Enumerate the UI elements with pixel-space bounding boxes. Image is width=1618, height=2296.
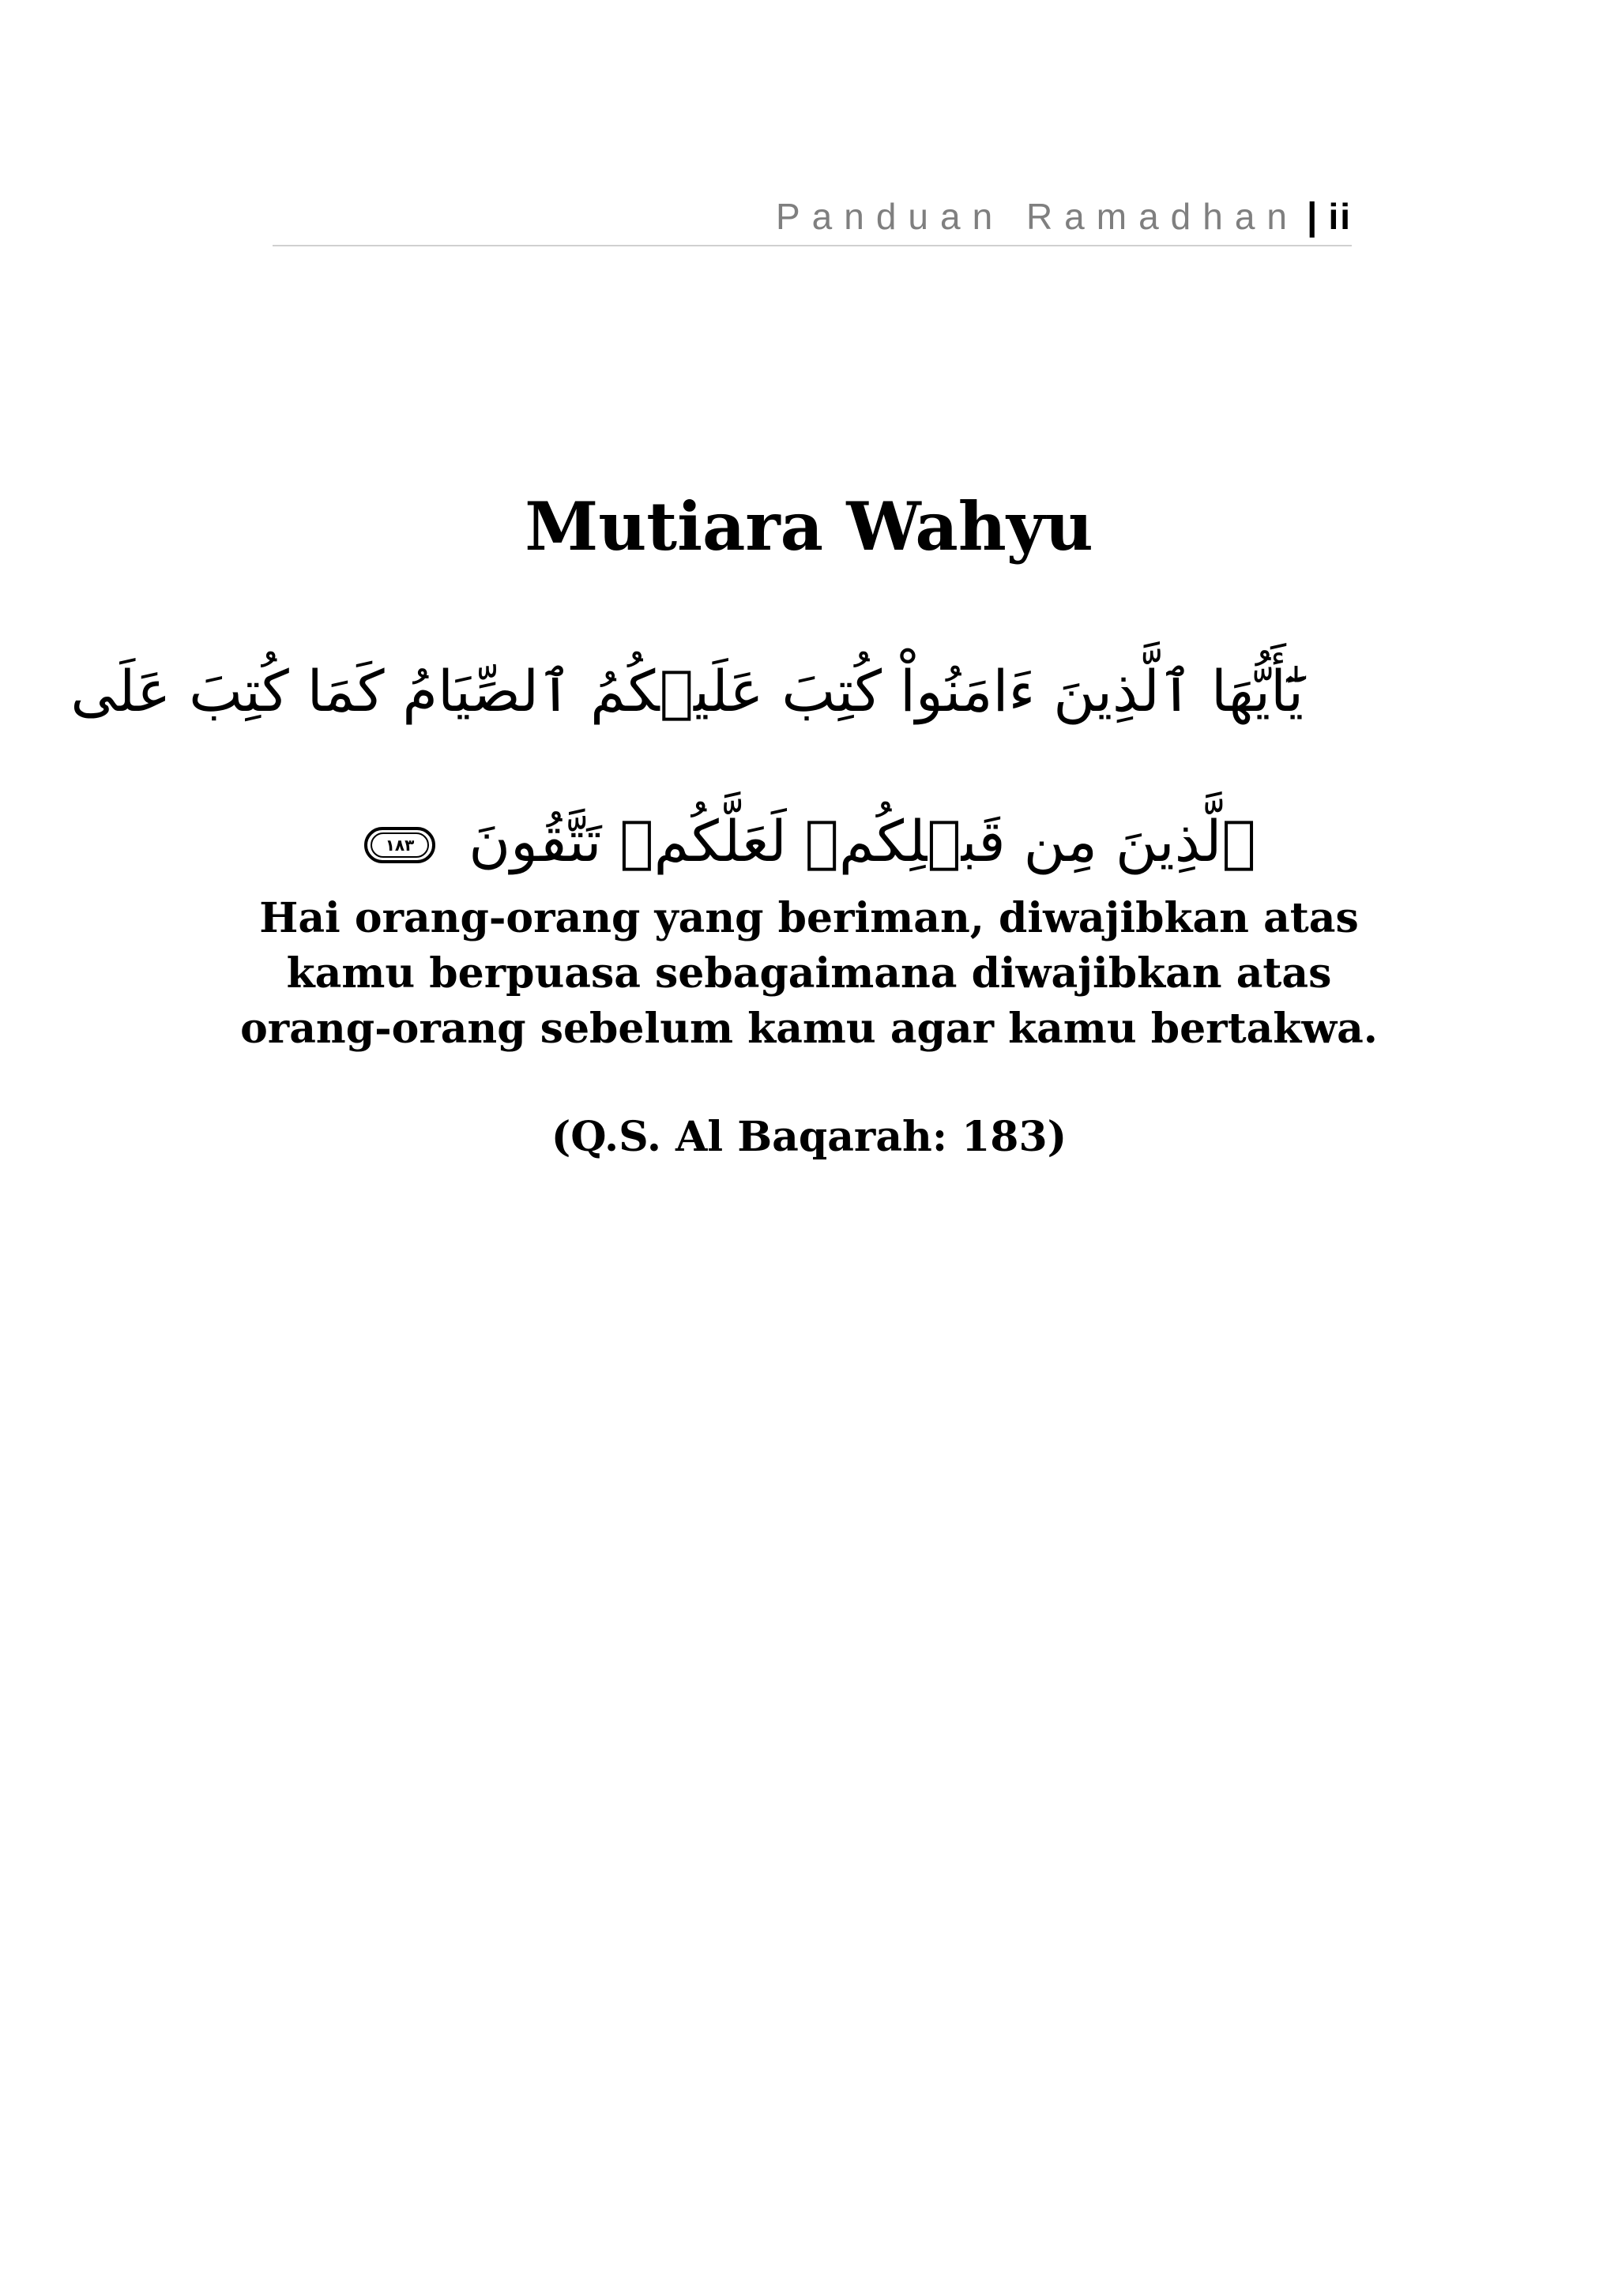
verse-reference: (Q.S. Al Baqarah: 183) xyxy=(551,1113,1067,1161)
arabic-verse-text-2: ٱلَّذِينَ مِن قَبۡلِكُمۡ لَعَلَّكُمۡ تَتَّقُونَ xyxy=(468,808,1256,874)
arabic-verse-line-1 xyxy=(70,616,1304,766)
ayah-end-marker-icon xyxy=(363,826,436,864)
header-separator: | xyxy=(1307,195,1318,238)
ayah-number: ١٨٣ xyxy=(386,836,415,855)
book-title: Panduan Ramadhan xyxy=(776,196,1299,237)
translation-line-2: kamu berpuasa sebagaimana diwajibkan atas xyxy=(286,949,1332,998)
translation-line-3: orang-orang sebelum kamu agar kamu bertakwa. xyxy=(240,1005,1378,1053)
page-number: ii xyxy=(1328,196,1352,237)
running-header xyxy=(273,188,1352,246)
arabic-verse xyxy=(70,616,1304,916)
arabic-verse-text-1: يَٰٓأَيُّهَا ٱلَّذِينَ ءَامَنُواْ كُتِبَ عَلَيۡكُمُ ٱلصِّيَامُ كَمَا كُتِبَ عَلَى xyxy=(70,658,1304,724)
page-title: Mutiara Wahyu xyxy=(525,487,1093,566)
verse-translation xyxy=(237,891,1381,1057)
translation-line-1: Hai orang-orang yang beriman, diwajibkan atas xyxy=(259,894,1359,942)
